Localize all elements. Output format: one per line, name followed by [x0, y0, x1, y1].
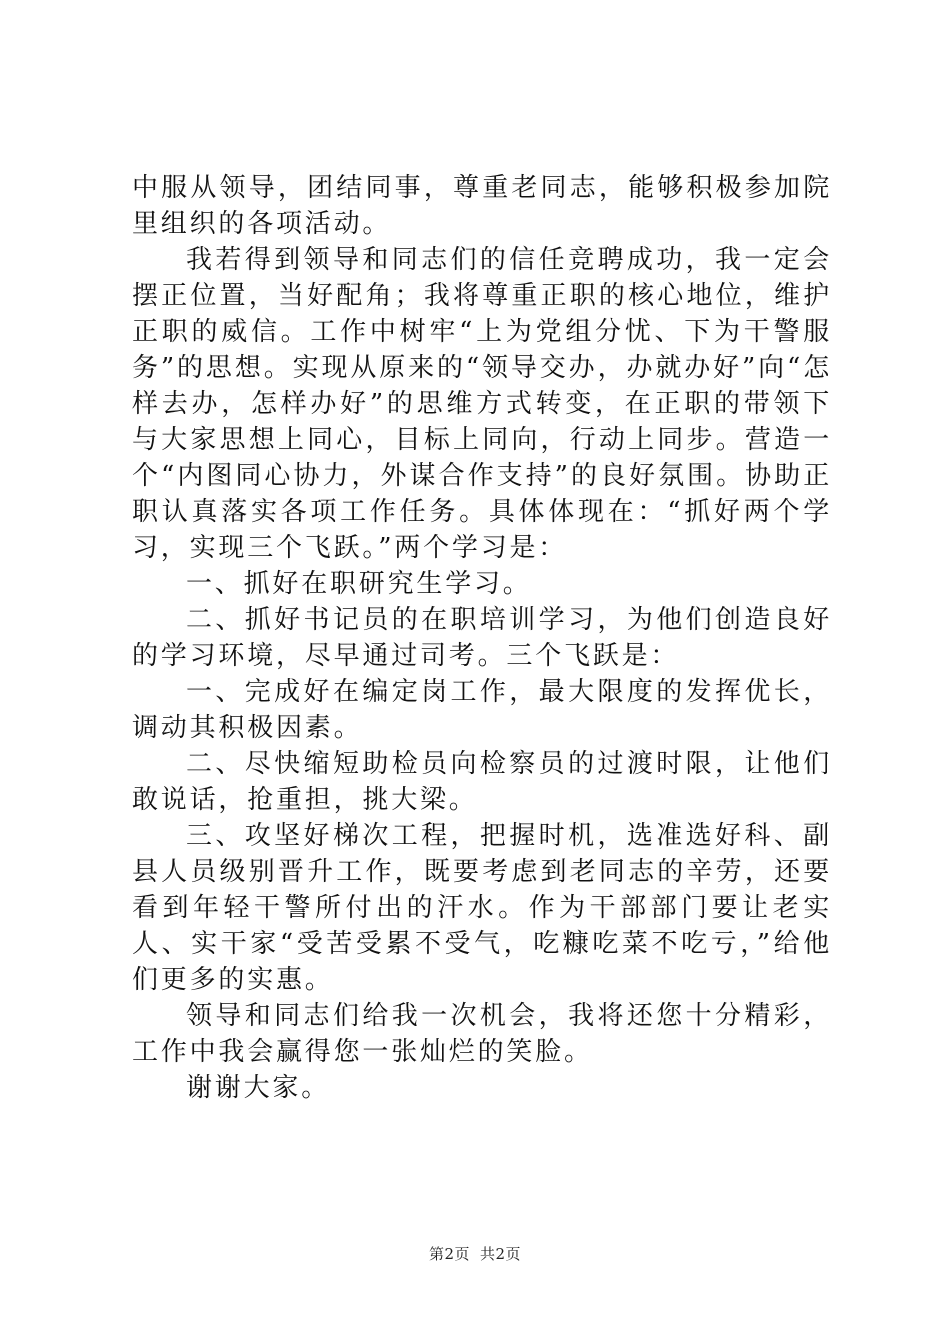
paragraph-thanks: 谢谢大家。	[186, 1073, 331, 1103]
page-number: 第2页	[428, 1245, 470, 1263]
paragraph-continuation: 中服从领导，团结同事，尊重老同志，能够积极参加院里组织的各项活动。	[132, 173, 832, 239]
page-total: 共2页	[480, 1245, 522, 1263]
document-body	[132, 170, 832, 1106]
page-footer	[0, 1243, 950, 1264]
paragraph-closing: 领导和同志们给我一次机会，我将还您十分精彩，工作中我会赢得您一张灿烂的笑脸。	[132, 1001, 832, 1067]
paragraph-leap-three: 三、攻坚好梯次工程，把握时机，选准选好科、副县人员级别晋升工作，既要考虑到老同志的辛劳，还要看到年轻干警所付出的汗水。作为干部部门要让老实人、实干家“受苦受累不受气，吃糠吃菜不吃亏，”给他们更多的实惠。	[132, 821, 832, 995]
paragraph-study-two: 二、抓好书记员的在职培训学习，为他们创造良好的学习环境，尽早通过司考。三个飞跃是：	[132, 605, 832, 671]
paragraph-leap-two: 二、尽快缩短助检员向检察员的过渡时限，让他们敢说话，抢重担，挑大梁。	[132, 749, 832, 815]
paragraph-leap-one: 一、完成好在编定岗工作，最大限度的发挥优长，调动其积极因素。	[132, 677, 832, 743]
paragraph-commitment: 我若得到领导和同志们的信任竞聘成功，我一定会摆正位置，当好配角；我将尊重正职的核心地位，维护正职的威信。工作中树牢“上为党组分忧、下为干警服务”的思想。实现从原来的“领导交办，办就办好”向“怎样去办，怎样办好”的思维方式转变，在正职的带领下与大家思想上同心，目标上同向，行动上同步。营造一个“内图同心协力，外谋合作支持”的良好氛围。协助正职认真落实各项工作任务。具体体现在：“抓好两个学习，实现三个飞跃。”两个学习是：	[132, 245, 832, 563]
paragraph-study-one: 一、抓好在职研究生学习。	[186, 569, 532, 599]
